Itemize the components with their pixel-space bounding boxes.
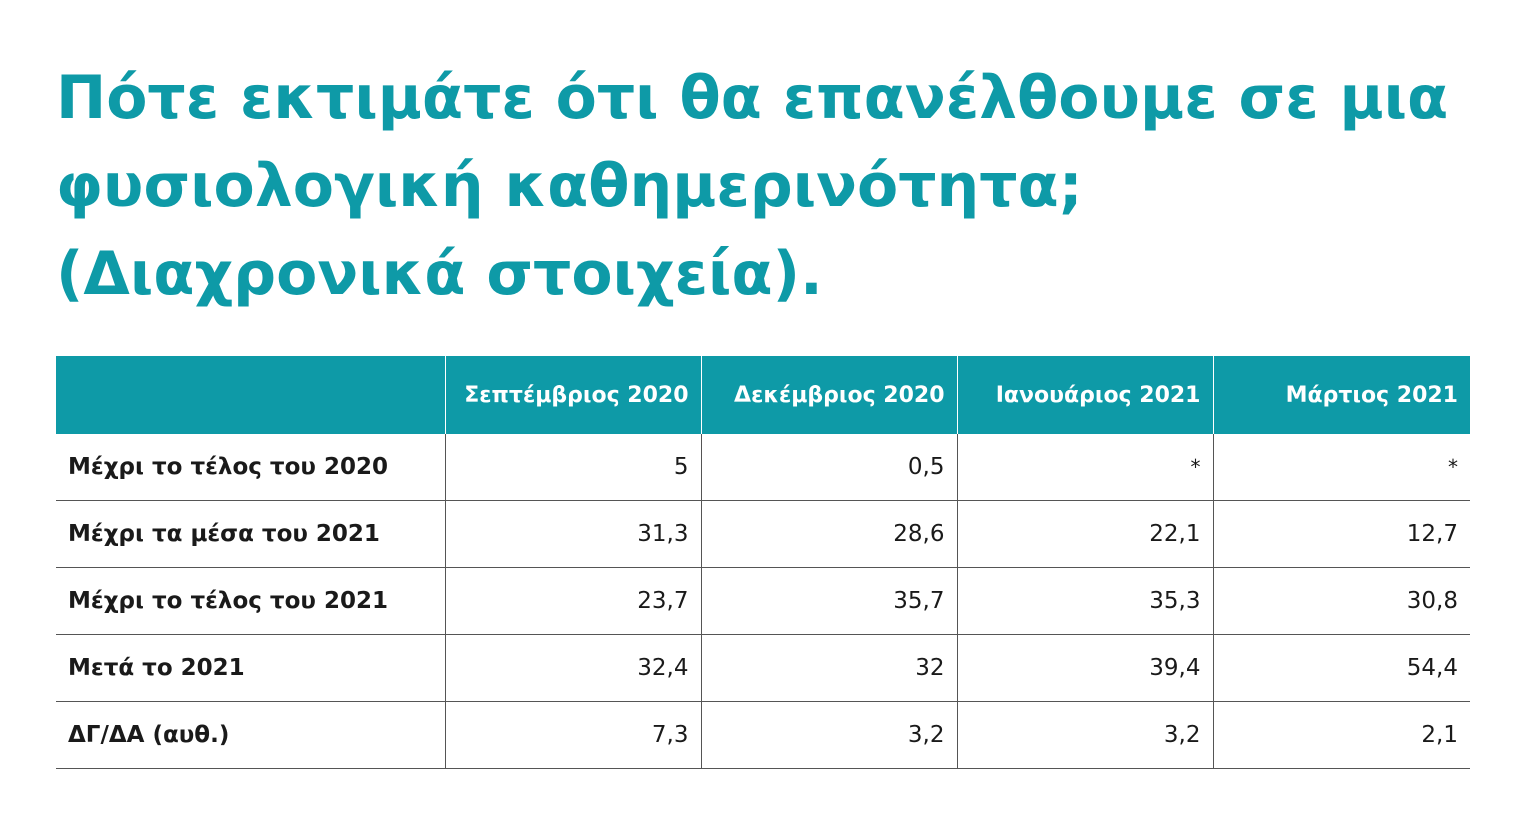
table-header (56, 356, 1470, 434)
table-row (56, 635, 1470, 702)
header-cell-mar-2021: Μάρτιος 2021 (1213, 356, 1470, 434)
table-cell: 0,5 (701, 434, 957, 501)
table-cell: * (957, 434, 1213, 501)
table-cell: 23,7 (445, 568, 701, 635)
table-cell: 30,8 (1213, 568, 1470, 635)
header-row (56, 356, 1470, 434)
table-row (56, 434, 1470, 501)
table-body (56, 434, 1470, 769)
header-cell-sep-2020: Σεπτέμβριος 2020 (445, 356, 701, 434)
table-cell: 32,4 (445, 635, 701, 702)
header-cell-dec-2020: Δεκέμβριος 2020 (701, 356, 957, 434)
page-title (56, 54, 1496, 318)
table-cell: 39,4 (957, 635, 1213, 702)
table-cell: 3,2 (957, 702, 1213, 769)
table-cell: 5 (445, 434, 701, 501)
row-label: Μέχρι το τέλος του 2021 (56, 568, 445, 635)
header-cell-jan-2021: Ιανουάριος 2021 (957, 356, 1213, 434)
table-cell: 54,4 (1213, 635, 1470, 702)
table-row (56, 568, 1470, 635)
row-label: ΔΓ/ΔΑ (αυθ.) (56, 702, 445, 769)
row-label: Μετά το 2021 (56, 635, 445, 702)
table-cell: 32 (701, 635, 957, 702)
header-cell-empty (56, 356, 445, 434)
table-cell: 7,3 (445, 702, 701, 769)
title-line-3: (Διαχρονικά στοιχεία). (56, 239, 823, 309)
table-row (56, 702, 1470, 769)
row-label: Μέχρι το τέλος του 2020 (56, 434, 445, 501)
row-label: Μέχρι τα μέσα του 2021 (56, 501, 445, 568)
table-cell: 3,2 (701, 702, 957, 769)
table-cell: 28,6 (701, 501, 957, 568)
table-row (56, 501, 1470, 568)
table-cell: 22,1 (957, 501, 1213, 568)
table-cell: 2,1 (1213, 702, 1470, 769)
table-cell: 35,3 (957, 568, 1213, 635)
table-cell: * (1213, 434, 1470, 501)
table-cell: 35,7 (701, 568, 957, 635)
table-cell: 31,3 (445, 501, 701, 568)
table-cell: 12,7 (1213, 501, 1470, 568)
title-line-2: φυσιολογική καθημερινότητα; (56, 151, 1083, 221)
survey-table (56, 356, 1470, 769)
title-line-1: Πότε εκτιμάτε ότι θα επανέλθουμε σε μια (56, 63, 1449, 133)
